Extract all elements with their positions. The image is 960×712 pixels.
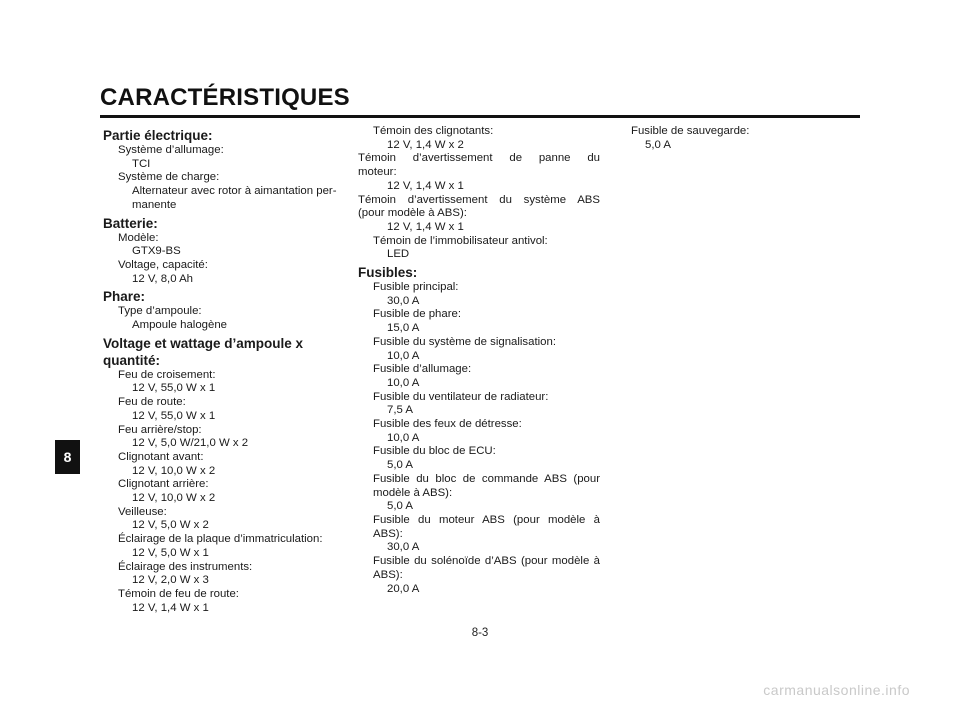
spec-label: Type d’ampoule: [118,305,202,318]
spec-label: Fusible du ventilateur de radiateur: [373,390,549,403]
spec-value: TCI [132,157,151,170]
spec-value: 15,0 A [387,322,420,335]
spec-label: Fusible de sauvegarde: [631,125,750,137]
spec-value: 12 V, 5,0 W/21,0 W x 2 [132,437,249,450]
spec-value: 30,0 A [387,541,420,554]
spec-value: Ampoule halogène [132,319,227,332]
spec-label: Éclairage de la plaque d’immatriculation: [118,533,323,546]
section-heading-headlight: Phare: [103,289,146,305]
chapter-tab: 8 [55,440,80,474]
spec-value: 7,5 A [387,404,413,417]
spec-label: ABS): [373,527,403,540]
spec-value: 12 V, 8,0 Ah [132,272,194,285]
spec-value: LED [387,248,410,261]
spec-label: Modèle: [118,231,159,244]
spec-value: 5,0 A [645,138,671,151]
spec-label: Système de charge: [118,171,220,184]
spec-value: 12 V, 2,0 W x 3 [132,574,209,587]
spec-value: 5,0 A [387,500,413,513]
spec-label: Fusible du solénoïde d’ABS (pour modèle à [373,555,600,568]
spec-value: 12 V, 1,4 W x 2 [387,138,464,151]
page-title: CARACTÉRISTIQUES [100,84,350,111]
spec-label: Système d’allumage: [118,144,224,156]
spec-label: modèle à ABS): [373,486,453,499]
spec-label: Fusible des feux de détresse: [373,418,522,431]
spec-value: 10,0 A [387,431,420,444]
section-heading-bulbs: Voltage et wattage d’ampoule x quantité: [103,335,304,368]
spec-value: 10,0 A [387,349,420,362]
spec-label: Clignotant arrière: [118,478,209,491]
spec-value: manente [132,198,177,211]
section-heading-electrical: Partie électrique: [103,128,213,143]
spec-value: 10,0 A [387,376,420,389]
spec-value: 30,0 A [387,294,420,307]
spec-label: (pour modèle à ABS): [358,207,467,220]
section-heading-fuses: Fusibles: [358,265,418,281]
spec-value: 12 V, 5,0 W x 2 [132,519,209,532]
spec-label: Feu de croisement: [118,368,216,381]
spec-value: Alternateur avec rotor à aimantation per- [132,185,337,198]
spec-label: Témoin d’avertissement de panne du [358,152,600,165]
spec-value: 12 V, 5,0 W x 1 [132,546,209,559]
title-divider [100,115,860,118]
spec-value: 12 V, 1,4 W x 1 [387,179,464,192]
spec-label: ABS): [373,568,403,581]
spec-value: 12 V, 55,0 W x 1 [132,382,216,395]
spec-label: Fusible de phare: [373,308,462,321]
spec-label: Feu de route: [118,396,186,409]
spec-label: Veilleuse: [118,505,167,518]
spec-label: Fusible d’allumage: [373,363,472,376]
spec-label: Fusible principal: [373,281,459,294]
spec-label: Fusible du moteur ABS (pour modèle à [373,513,600,526]
spec-value: 12 V, 10,0 W x 2 [132,492,216,505]
spec-label: Éclairage des instruments: [118,560,253,573]
spec-label: Témoin de l’immobilisateur antivol: [373,234,548,247]
spec-label: Témoin des clignotants: [373,125,494,137]
page-number: 8-3 [471,627,489,639]
section-heading-battery: Batterie: [103,215,158,231]
watermark: carmanualsonline.info [763,682,910,698]
spec-label: Fusible du bloc de commande ABS (pour [373,472,600,485]
column-left [103,125,343,615]
spec-label: Feu arrière/stop: [118,423,202,436]
spec-value: 12 V, 10,0 W x 2 [132,464,216,477]
spec-label: Témoin de feu de route: [118,587,239,600]
column-right [616,125,856,152]
spec-value: 12 V, 55,0 W x 1 [132,409,216,422]
spec-label: Voltage, capacité: [118,258,208,271]
spec-label: Fusible du système de signalisation: [373,335,556,348]
spec-value: 12 V, 1,4 W x 1 [387,220,464,233]
spec-label: Fusible du bloc de ECU: [373,445,496,458]
spec-label: Clignotant avant: [118,450,204,463]
column-middle [358,125,600,596]
spec-value: 12 V, 1,4 W x 1 [132,601,209,614]
spec-value: 5,0 A [387,459,413,472]
spec-label: moteur: [358,166,397,179]
spec-label: Témoin d’avertissement du système ABS [358,193,600,206]
spec-value: GTX9-BS [132,245,181,258]
spec-value: 20,0 A [387,582,420,595]
